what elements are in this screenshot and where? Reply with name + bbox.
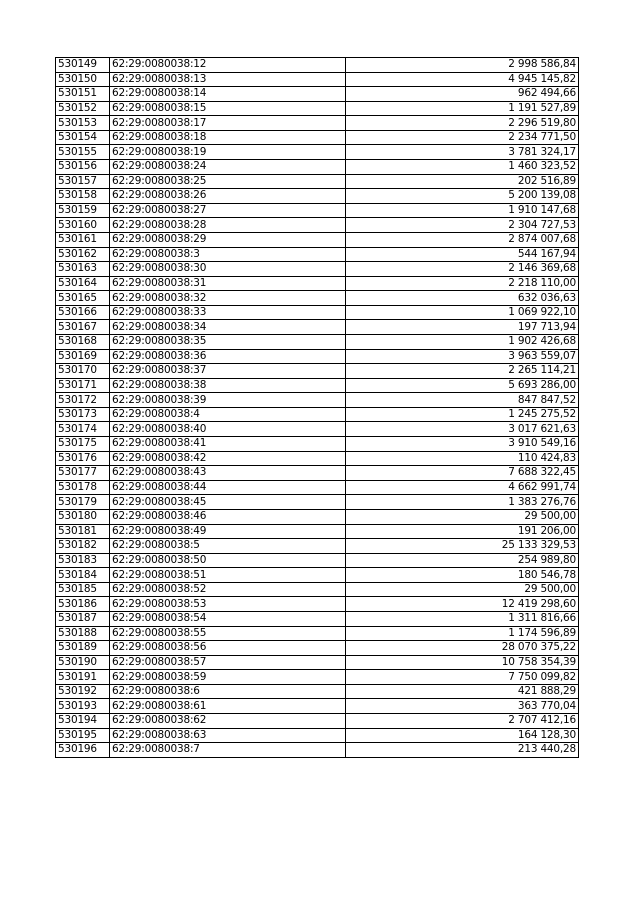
row-id-cell: 530151 [56, 87, 110, 102]
table-row [56, 247, 579, 262]
cadastral-number-cell: 62:29:0080038:29 [110, 232, 346, 247]
cadastral-number-cell: 62:29:0080038:45 [110, 495, 346, 510]
cadastral-number-cell: 62:29:0080038:6 [110, 684, 346, 699]
row-id-cell: 530161 [56, 232, 110, 247]
cadastral-value-cell: 2 146 369,68 [346, 262, 579, 277]
table-row [56, 189, 579, 204]
table-row [56, 349, 579, 364]
table-row [56, 553, 579, 568]
cadastral-number-cell: 62:29:0080038:24 [110, 160, 346, 175]
table-row [56, 524, 579, 539]
table-row [56, 743, 579, 758]
row-id-cell: 530196 [56, 743, 110, 758]
table-row [56, 670, 579, 685]
row-id-cell: 530160 [56, 218, 110, 233]
row-id-cell: 530185 [56, 582, 110, 597]
table-row [56, 568, 579, 583]
table-row [56, 145, 579, 160]
cadastral-number-cell: 62:29:0080038:36 [110, 349, 346, 364]
cadastral-number-cell: 62:29:0080038:61 [110, 699, 346, 714]
cadastral-value-cell: 12 419 298,60 [346, 597, 579, 612]
row-id-cell: 530174 [56, 422, 110, 437]
cadastral-value-cell: 2 218 110,00 [346, 276, 579, 291]
table-row [56, 116, 579, 131]
cadastral-number-cell: 62:29:0080038:7 [110, 743, 346, 758]
cadastral-number-cell: 62:29:0080038:15 [110, 101, 346, 116]
table-row [56, 320, 579, 335]
cadastral-number-cell: 62:29:0080038:52 [110, 582, 346, 597]
row-id-cell: 530187 [56, 611, 110, 626]
row-id-cell: 530168 [56, 334, 110, 349]
row-id-cell: 530165 [56, 291, 110, 306]
cadastral-value-cell: 29 500,00 [346, 582, 579, 597]
row-id-cell: 530175 [56, 437, 110, 452]
row-id-cell: 530156 [56, 160, 110, 175]
table-row [56, 597, 579, 612]
table-row [56, 364, 579, 379]
cadastral-number-cell: 62:29:0080038:53 [110, 597, 346, 612]
row-id-cell: 530163 [56, 262, 110, 277]
cadastral-value-cell: 4 662 991,74 [346, 480, 579, 495]
cadastral-value-cell: 2 265 114,21 [346, 364, 579, 379]
row-id-cell: 530152 [56, 101, 110, 116]
cadastral-number-cell: 62:29:0080038:41 [110, 437, 346, 452]
cadastral-number-cell: 62:29:0080038:39 [110, 393, 346, 408]
row-id-cell: 530172 [56, 393, 110, 408]
cadastral-number-cell: 62:29:0080038:34 [110, 320, 346, 335]
row-id-cell: 530166 [56, 305, 110, 320]
cadastral-value-cell: 5 200 139,08 [346, 189, 579, 204]
row-id-cell: 530189 [56, 641, 110, 656]
row-id-cell: 530179 [56, 495, 110, 510]
cadastral-value-cell: 5 693 286,00 [346, 378, 579, 393]
row-id-cell: 530157 [56, 174, 110, 189]
cadastral-number-cell: 62:29:0080038:25 [110, 174, 346, 189]
cadastral-value-cell: 2 874 007,68 [346, 232, 579, 247]
row-id-cell: 530164 [56, 276, 110, 291]
row-id-cell: 530155 [56, 145, 110, 160]
table-row [56, 203, 579, 218]
row-id-cell: 530177 [56, 466, 110, 481]
row-id-cell: 530194 [56, 714, 110, 729]
cadastral-number-cell: 62:29:0080038:33 [110, 305, 346, 320]
cadastral-value-cell: 213 440,28 [346, 743, 579, 758]
cadastral-number-cell: 62:29:0080038:44 [110, 480, 346, 495]
cadastral-number-cell: 62:29:0080038:32 [110, 291, 346, 306]
table-row [56, 641, 579, 656]
table-row [56, 276, 579, 291]
cadastral-value-cell: 7 750 099,82 [346, 670, 579, 685]
cadastral-value-cell: 632 036,63 [346, 291, 579, 306]
cadastral-value-cell: 191 206,00 [346, 524, 579, 539]
cadastral-value-cell: 25 133 329,53 [346, 539, 579, 554]
cadastral-value-cell: 1 910 147,68 [346, 203, 579, 218]
cadastral-number-cell: 62:29:0080038:43 [110, 466, 346, 481]
cadastral-value-cell: 164 128,30 [346, 728, 579, 743]
cadastral-number-cell: 62:29:0080038:56 [110, 641, 346, 656]
cadastral-value-cell: 202 516,89 [346, 174, 579, 189]
row-id-cell: 530181 [56, 524, 110, 539]
row-id-cell: 530173 [56, 407, 110, 422]
row-id-cell: 530191 [56, 670, 110, 685]
cadastral-number-cell: 62:29:0080038:28 [110, 218, 346, 233]
cadastral-value-cell: 1 460 323,52 [346, 160, 579, 175]
cadastral-number-cell: 62:29:0080038:49 [110, 524, 346, 539]
cadastral-value-cell: 2 998 586,84 [346, 58, 579, 73]
table-row [56, 437, 579, 452]
row-id-cell: 530150 [56, 72, 110, 87]
cadastral-number-cell: 62:29:0080038:40 [110, 422, 346, 437]
row-id-cell: 530167 [56, 320, 110, 335]
row-id-cell: 530171 [56, 378, 110, 393]
table-row [56, 509, 579, 524]
row-id-cell: 530178 [56, 480, 110, 495]
cadastral-value-cell: 29 500,00 [346, 509, 579, 524]
row-id-cell: 530149 [56, 58, 110, 73]
table-row [56, 232, 579, 247]
cadastral-number-cell: 62:29:0080038:46 [110, 509, 346, 524]
cadastral-value-cell: 544 167,94 [346, 247, 579, 262]
cadastral-number-cell: 62:29:0080038:54 [110, 611, 346, 626]
cadastral-number-cell: 62:29:0080038:12 [110, 58, 346, 73]
document-page [55, 57, 578, 758]
cadastral-number-cell: 62:29:0080038:3 [110, 247, 346, 262]
cadastral-value-cell: 962 494,66 [346, 87, 579, 102]
cadastral-value-cell: 3 963 559,07 [346, 349, 579, 364]
table-row [56, 305, 579, 320]
cadastral-number-cell: 62:29:0080038:14 [110, 87, 346, 102]
table-row [56, 466, 579, 481]
row-id-cell: 530193 [56, 699, 110, 714]
table-row [56, 407, 579, 422]
cadastral-number-cell: 62:29:0080038:13 [110, 72, 346, 87]
table-row [56, 451, 579, 466]
row-id-cell: 530190 [56, 655, 110, 670]
cadastral-value-cell: 1 191 527,89 [346, 101, 579, 116]
row-id-cell: 530176 [56, 451, 110, 466]
cadastral-number-cell: 62:29:0080038:59 [110, 670, 346, 685]
row-id-cell: 530195 [56, 728, 110, 743]
table-row [56, 378, 579, 393]
cadastral-value-cell: 197 713,94 [346, 320, 579, 335]
row-id-cell: 530153 [56, 116, 110, 131]
row-id-cell: 530183 [56, 553, 110, 568]
cadastral-value-cell: 2 296 519,80 [346, 116, 579, 131]
cadastral-value-cell: 180 546,78 [346, 568, 579, 583]
cadastral-value-cell: 3 910 549,16 [346, 437, 579, 452]
row-id-cell: 530184 [56, 568, 110, 583]
table-row [56, 539, 579, 554]
table-row [56, 480, 579, 495]
row-id-cell: 530154 [56, 130, 110, 145]
cadastral-number-cell: 62:29:0080038:4 [110, 407, 346, 422]
cadastral-number-cell: 62:29:0080038:26 [110, 189, 346, 204]
table-row [56, 87, 579, 102]
cadastral-value-cell: 1 174 596,89 [346, 626, 579, 641]
table-row [56, 728, 579, 743]
cadastral-number-cell: 62:29:0080038:50 [110, 553, 346, 568]
row-id-cell: 530158 [56, 189, 110, 204]
cadastral-number-cell: 62:29:0080038:51 [110, 568, 346, 583]
cadastral-value-cell: 254 989,80 [346, 553, 579, 568]
row-id-cell: 530192 [56, 684, 110, 699]
cadastral-number-cell: 62:29:0080038:37 [110, 364, 346, 379]
cadastral-value-cell: 1 902 426,68 [346, 334, 579, 349]
cadastral-number-cell: 62:29:0080038:31 [110, 276, 346, 291]
table-row [56, 174, 579, 189]
cadastral-number-cell: 62:29:0080038:30 [110, 262, 346, 277]
cadastral-value-cell: 3 781 324,17 [346, 145, 579, 160]
row-id-cell: 530169 [56, 349, 110, 364]
row-id-cell: 530159 [56, 203, 110, 218]
cadastral-number-cell: 62:29:0080038:42 [110, 451, 346, 466]
row-id-cell: 530162 [56, 247, 110, 262]
cadastral-number-cell: 62:29:0080038:55 [110, 626, 346, 641]
cadastral-value-cell: 363 770,04 [346, 699, 579, 714]
cadastral-number-cell: 62:29:0080038:57 [110, 655, 346, 670]
cadastral-value-cell: 1 245 275,52 [346, 407, 579, 422]
cadastral-value-cell: 3 017 621,63 [346, 422, 579, 437]
row-id-cell: 530180 [56, 509, 110, 524]
cadastral-number-cell: 62:29:0080038:5 [110, 539, 346, 554]
cadastral-number-cell: 62:29:0080038:27 [110, 203, 346, 218]
cadastral-value-cell: 10 758 354,39 [346, 655, 579, 670]
row-id-cell: 530182 [56, 539, 110, 554]
cadastral-value-cell: 1 383 276,76 [346, 495, 579, 510]
table-row [56, 611, 579, 626]
table-row [56, 334, 579, 349]
table-row [56, 393, 579, 408]
cadastral-value-cell: 4 945 145,82 [346, 72, 579, 87]
cadastral-value-cell: 110 424,83 [346, 451, 579, 466]
table-row [56, 160, 579, 175]
table-row [56, 699, 579, 714]
row-id-cell: 530170 [56, 364, 110, 379]
cadastral-value-table [55, 57, 579, 758]
table-row [56, 684, 579, 699]
cadastral-value-cell: 2 234 771,50 [346, 130, 579, 145]
cadastral-value-cell: 2 707 412,16 [346, 714, 579, 729]
row-id-cell: 530188 [56, 626, 110, 641]
table-row [56, 218, 579, 233]
table-row [56, 291, 579, 306]
cadastral-value-cell: 1 069 922,10 [346, 305, 579, 320]
table-row [56, 626, 579, 641]
table-row [56, 582, 579, 597]
cadastral-value-cell: 7 688 322,45 [346, 466, 579, 481]
table-row [56, 262, 579, 277]
table-row [56, 101, 579, 116]
table-row [56, 58, 579, 73]
table-row [56, 495, 579, 510]
table-row [56, 130, 579, 145]
cadastral-number-cell: 62:29:0080038:17 [110, 116, 346, 131]
cadastral-value-cell: 1 311 816,66 [346, 611, 579, 626]
cadastral-number-cell: 62:29:0080038:19 [110, 145, 346, 160]
table-row [56, 714, 579, 729]
cadastral-number-cell: 62:29:0080038:38 [110, 378, 346, 393]
cadastral-number-cell: 62:29:0080038:62 [110, 714, 346, 729]
cadastral-value-cell: 2 304 727,53 [346, 218, 579, 233]
cadastral-value-cell: 28 070 375,22 [346, 641, 579, 656]
row-id-cell: 530186 [56, 597, 110, 612]
cadastral-number-cell: 62:29:0080038:63 [110, 728, 346, 743]
table-row [56, 655, 579, 670]
cadastral-value-cell: 847 847,52 [346, 393, 579, 408]
table-body [56, 58, 579, 758]
table-row [56, 72, 579, 87]
cadastral-number-cell: 62:29:0080038:18 [110, 130, 346, 145]
table-row [56, 422, 579, 437]
cadastral-number-cell: 62:29:0080038:35 [110, 334, 346, 349]
cadastral-value-cell: 421 888,29 [346, 684, 579, 699]
